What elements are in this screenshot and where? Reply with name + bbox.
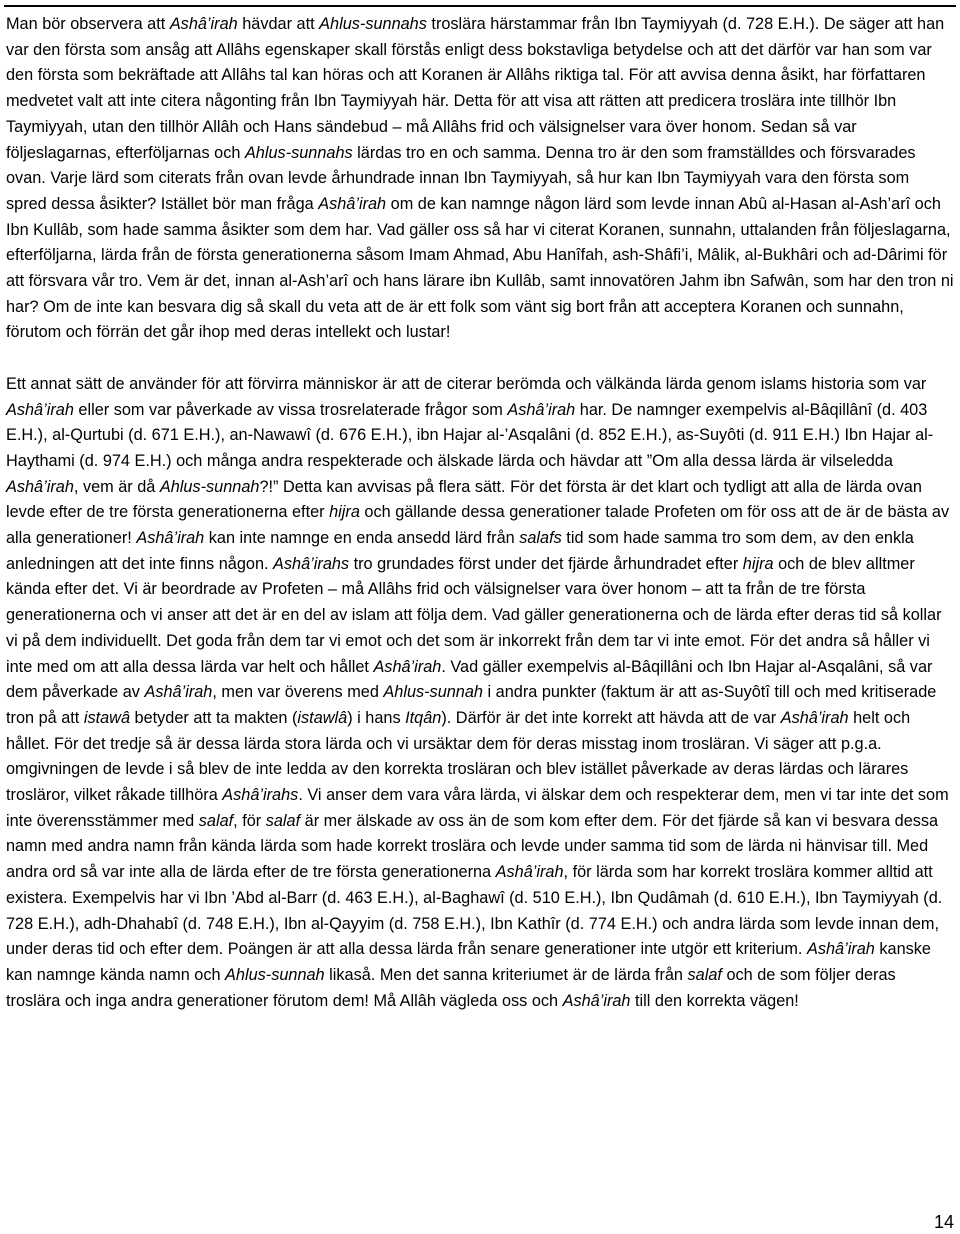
text-run: har. De namnger exempelvis al-Bâqillânî (d. 403 E.H.), al-Qurtubi (d. 671 E.H.), an-Nawawî (d. 676 E.H.), ibn Hajar al-’Asqalâni (d. 852 E.H.), as-Suyôti (d. 911 E.H.) Ibn Hajar al-Haythami (d. 974 E.H.) och många andra respekterade och älskade lärda och hävdar att ”Om alla dessa lärda är vilseledda — [6, 400, 934, 470]
italic-term: Ashâ’irah — [507, 400, 576, 419]
text-run: är mer älskade av oss än de som kom efter dem. För det fjärde så kan vi besvara dessa namn med andra namn från kända lärda som hade korrekt troslära och levde under samma tid som de lärda ni hänvisar till. Med andra ord så var inte alla de lärda efter de tre första generationerna — [6, 811, 939, 882]
text-run: helt och hållet. För det tredje så är dessa lärda stora lärda och vi ursäktar dem för deras misstag inom trosläran. Vi säger att p.g.a. omgivningen de levde i så blev de inte ledda av den korrekta trosläran och blev istället påverkade av deras lärdas och lärares trosläror, vilket råkade tillhöra — [6, 708, 911, 805]
italic-term: hijra — [329, 503, 360, 522]
text-run: om de kan namnge någon lärd som levde innan Abû al-Hasan al-Ash’arî och Ibn Kullâb, som hade samma åsikter som dem har. Vad gäller oss så har vi citerat Koranen, sunnahn, uttalanden från följeslagarna, efterföljarna, lärda från de första generationerna såsom Imam Ahmad, Abu Hanîfah, ash-Shâfi’i, Mâlik, al-Bukhâri och ad-Dârimi för att försvara vår tro. Vem är det, innan al-Ash’arî och hans lärare ibn Kullâb, samt innovatören Jahm ibn Safwân, som har den tron ni har? Om de inte kan besvara dig så skall du veta att de är ett folk som vänt sig bort från att acceptera Koranen och sunnahn, förutom och förrän det går ihop med deras intellekt och lustar! — [6, 194, 954, 342]
italic-term: Ashâ’irah — [136, 529, 205, 548]
italic-term: istawâ — [83, 708, 130, 727]
page-number: 14 — [933, 1212, 954, 1232]
italic-term: Ashâ’irah — [562, 991, 631, 1010]
italic-term: Ashâ’irah — [495, 863, 564, 882]
text-run: till den korrekta vägen! — [630, 991, 799, 1010]
text-run: hävdar att — [237, 15, 320, 33]
text-run: troslära härstammar från Ibn Taymiyyah (d. 728 E.H.). De säger att han var den första som ansåg att Allâhs egenskaper skall förstås enligt dess bokstavliga betydelse och att det därför var han som var den första som bekräftade att Allâhs tal kan höras och att Koranen är Allâhs riktiga tal. För att avvisa denna åsikt, har författaren medvetet valt att inte citera någonting från Ibn Taymiyyah här. Detta för att visa att rätten att predicera troslära inte tillhör Ibn Taymiyyah, utan den tillhör Allâh och Hans sändebud – må Allâhs frid och välsignelser vara över honom. Sedan så var följeslagarnas, efterföljarnas och — [6, 15, 945, 162]
text-run: lärdas tro en och samma. Denna tro är den som framställdes och försvarades ovan. Varje lärd som citerats från ovan levde århundrade innan Ibn Taymiyyah, så hur kan Ibn Taymiyyah vara den första som spred dessa åsikter? Istället bör man fråga — [6, 143, 916, 213]
text-run: Ett annat sätt de använder för att förvirra människor är att de citerar berömda och välkända lärda genom islams historia som var — [6, 374, 927, 393]
italic-term: Ahlus-sunnah — [159, 477, 260, 496]
page-body — [6, 12, 954, 1014]
italic-term: Ahlus-sunnah — [225, 966, 325, 984]
italic-term: salaf — [687, 966, 722, 984]
italic-term: Ashâ’irah — [318, 194, 387, 213]
text-run: Man bör observera att — [6, 15, 170, 33]
italic-term: hijra — [742, 554, 774, 573]
italic-term: salafs — [519, 529, 562, 548]
italic-term: Ahlus-sunnahs — [244, 143, 353, 162]
text-run: , vem är då — [73, 477, 160, 496]
italic-term: Ahlus-sunnah — [383, 683, 483, 702]
italic-term: istawlâ — [297, 708, 348, 727]
text-run: . Vad gäller exempelvis al-Bâqillâni och Ibn Hajar al-Asqalâni, så var dem påverkade av — [6, 657, 933, 702]
text-run: ) i hans — [347, 708, 406, 727]
text-run: ?!” Detta kan avvisas på flera sätt. För det första är det klart och tydligt att alla de lärda ovan levde efter de tre första generationerna efter — [6, 477, 922, 522]
italic-term: Ahlus-sunnahs — [319, 15, 427, 33]
italic-term: Ashâ’irah — [806, 940, 875, 959]
italic-term: Ashâ’irah — [6, 477, 74, 496]
italic-term: Ashâ’irah — [780, 708, 849, 727]
text-run: , men var överens med — [212, 683, 384, 702]
italic-term: Ashâ’irahs — [273, 554, 350, 573]
italic-term: Ashâ’irah — [6, 400, 74, 419]
text-run: tid som hade samma tro som dem, av den enkla anledningen att det inte finns någon. — [6, 529, 914, 573]
text-run: tro grundades först under det fjärde århundradet efter — [349, 554, 743, 573]
italic-term: Ashâ’irah — [144, 683, 213, 702]
text-run: i andra punkter (faktum är att as-Suyôtî till och med kritiserade tron på att — [6, 683, 937, 727]
italic-term: Ashâ’irah — [169, 15, 238, 33]
text-run: , för lärda som har korrekt troslära kommer alltid att existera. Exempelvis har vi Ibn ’Abd al-Barr (d. 463 E.H.), al-Baghawî (d. 510 E.H.), Ibn Qudâmah (d. 610 E.H.), Ibn Taymiyyah (d. 728 E.H.), adh-Dhahabî (d. 748 E.H.), Ibn al-Qayyim (d. 758 E.H.), Ibn Kathîr (d. 774 E.H.) och andra lärda som levde innan dem, under deras tid och efter dem. Poängen är att alla dessa lärda från senare generationer inte utgör ett kriterium. — [6, 863, 943, 959]
text-run: betyder att ta makten ( — [130, 708, 298, 727]
text-run: , för — [233, 811, 266, 830]
text-run: likaså. Men det sanna kriteriumet är de lärda från — [324, 966, 688, 984]
text-run: och de som följer deras troslära och inga andra generationer förutom dem! Må Allâh vägleda oss och — [6, 966, 896, 1010]
italic-term: Ashâ’irahs — [222, 786, 299, 805]
italic-term: Itqân — [405, 708, 442, 727]
text-run: eller som var påverkade av vissa trosrelaterade frågor som — [73, 400, 508, 419]
text-run: ). Därför är det inte korrekt att hävda att de var — [441, 708, 781, 727]
text-run: och de blev alltmer kända efter det. Vi är beordrade av Profeten – må Allâhs frid och välsignelser vara över honom – att ta från de tre första generationerna och vi anser att det är en del av islam att följa dem. Vad gäller generationerna och de lärda efter deras tid så kollar vi på dem individuellt. Det goda från dem tar vi emot och det som är inkorrekt från dem tar vi inte emot. För det andra så håller vi inte med om att alla dessa lärda var helt och hållet — [6, 554, 942, 676]
paragraph-1 — [6, 12, 954, 346]
text-run: och gällande dessa generationer talade Profeten om för oss att de är de bästa av alla generationer! — [6, 503, 950, 548]
text-run: kan inte namnge en enda ansedd lärd från — [204, 529, 520, 548]
italic-term: salaf — [198, 811, 234, 830]
text-run: . Vi anser dem vara våra lärda, vi älskar dem och respekterar dem, men vi tar inte det som inte överensstämmer med — [6, 786, 949, 830]
italic-term: Ashâ’irah — [373, 657, 442, 676]
header-rule — [4, 5, 956, 7]
paragraph-2 — [6, 372, 954, 1015]
text-run: kanske kan namnge kända namn och — [6, 940, 931, 984]
italic-term: salaf — [265, 811, 301, 830]
